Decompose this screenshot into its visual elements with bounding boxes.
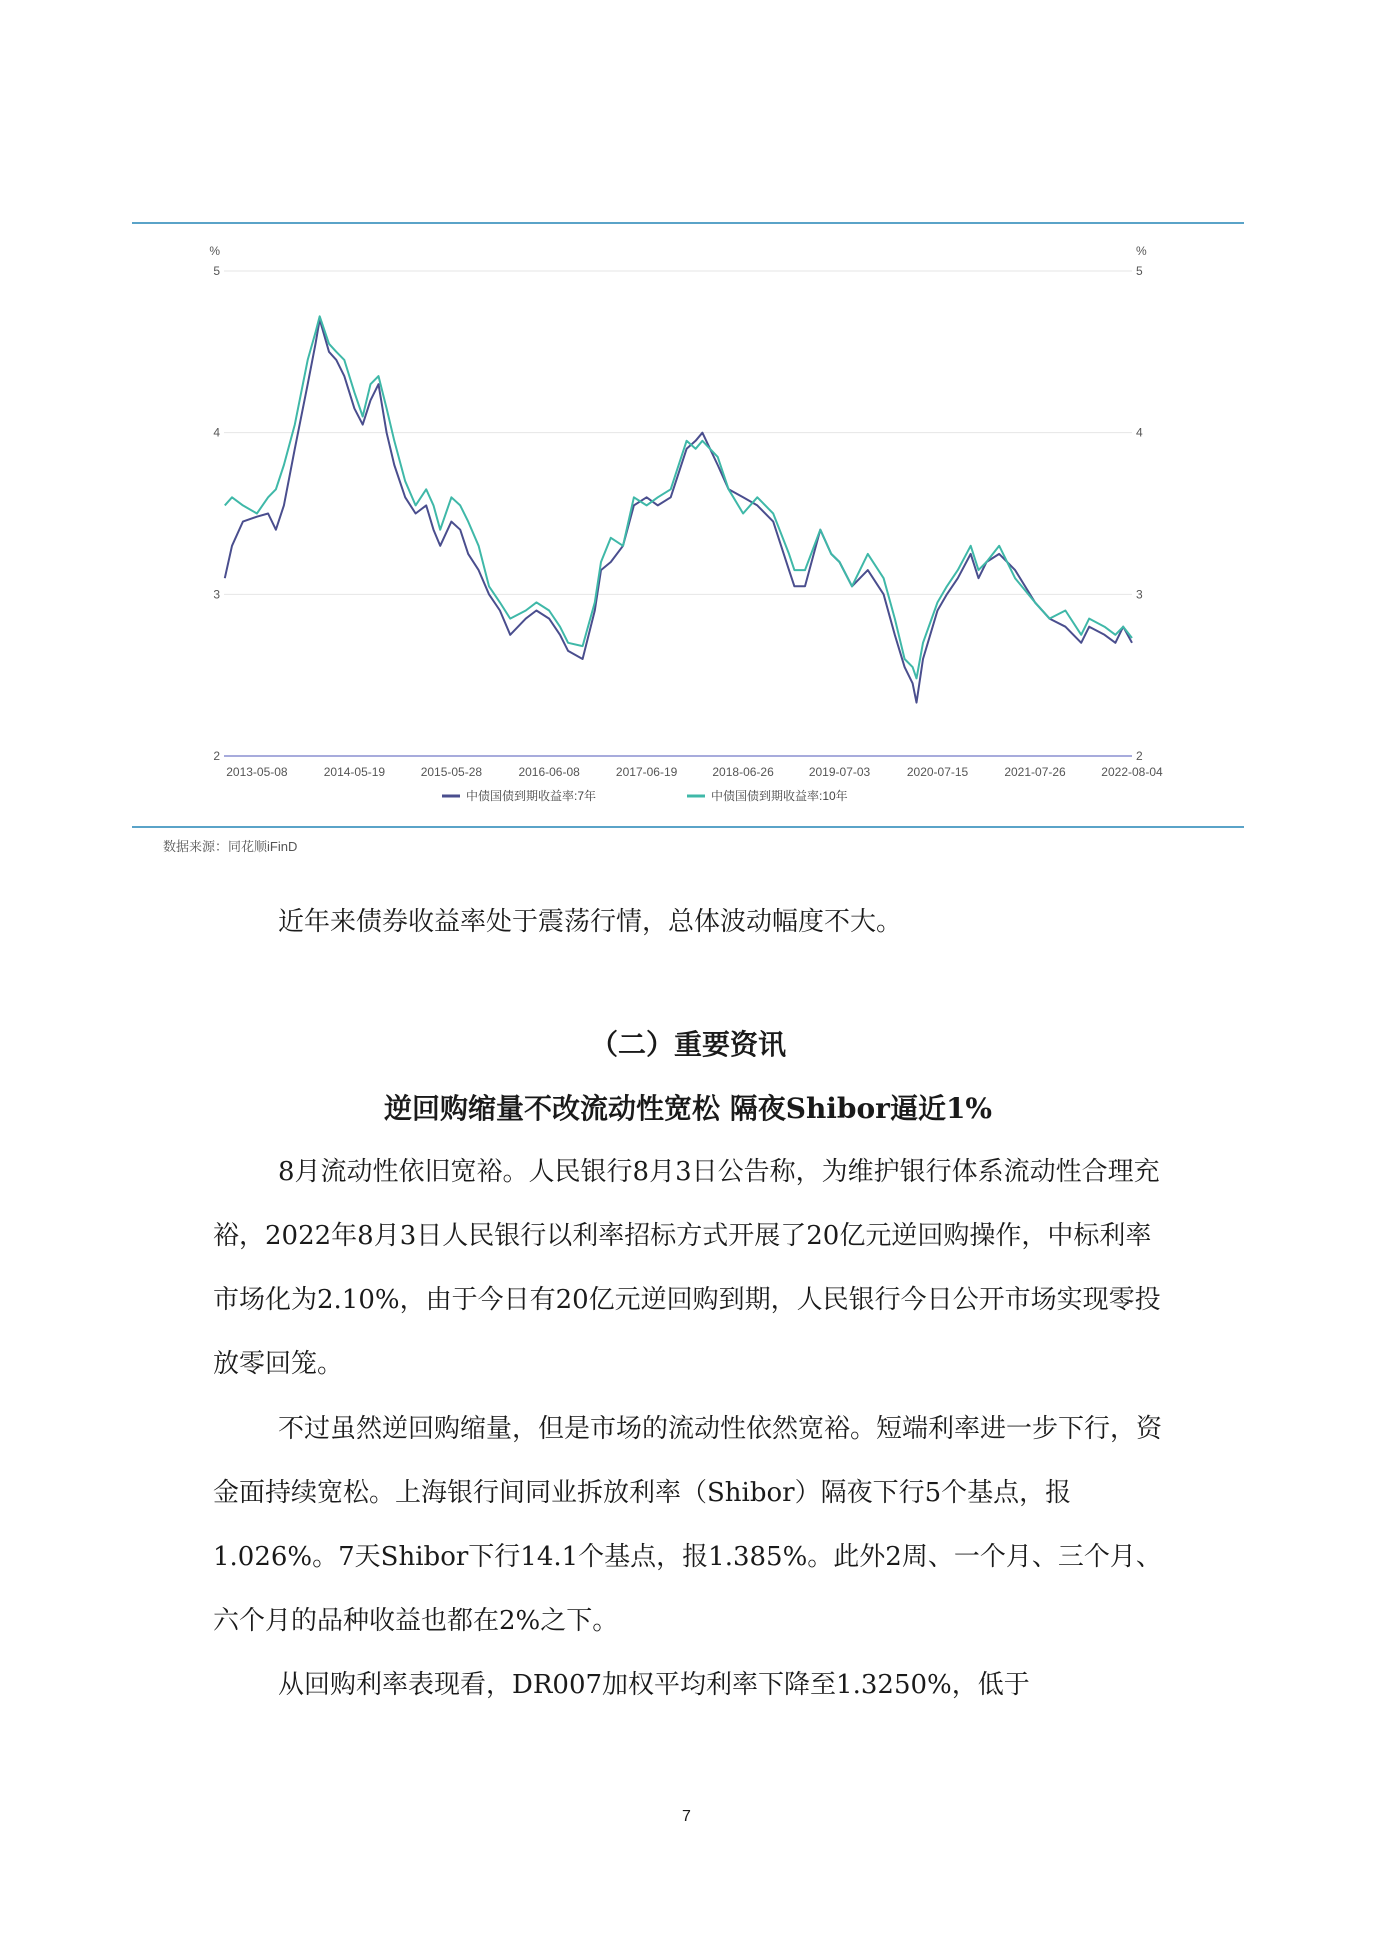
x-tick-label: 2013-05-08 — [226, 765, 288, 779]
x-tick-label: 2021-07-26 — [1004, 765, 1066, 779]
legend-label: 中债国债到期收益率:10年 — [711, 789, 848, 803]
y-tick-label-right: 5 — [1136, 264, 1143, 278]
paragraph-liquidity: 8月流动性依旧宽裕。人民银行8月3日公告称，为维护银行体系流动性合理充裕，2022年8月3日人民银行以利率招标方式开展了20亿元逆回购操作，中标利率市场化为2.10%，由于今日有20亿元逆回购到期，人民银行今日公开市场实现零投放零回笼。 — [213, 1157, 1161, 1379]
section-heading: （二）重要资讯 — [589, 1028, 786, 1061]
y-tick-label-right: 4 — [1136, 425, 1143, 440]
x-tick-label: 2017-06-19 — [615, 765, 678, 779]
series-line — [225, 316, 1132, 678]
x-tick-label: 2020-07-15 — [906, 765, 969, 779]
page-number: 7 — [682, 1808, 691, 1825]
paragraph-repo: 从回购利率表现看，DR007加权平均利率下降至1.3250%，低于 — [278, 1670, 1030, 1700]
x-tick-label: 2015-05-28 — [420, 765, 483, 779]
series-line — [225, 320, 1132, 703]
paragraph-shibor: 不过虽然逆回购缩量，但是市场的流动性依然宽裕。短端利率进一步下行，资金面持续宽松。上海银行间同业拆放利率（Shibor）隔夜下行5个基点，报1.026%。7天Shibor下行14.1个基点，报1.385%。此外2周、一个月、三个月、六个月的品种收益也都在2%之下。 — [213, 1414, 1163, 1636]
legend-label: 中债国债到期收益率:7年 — [466, 789, 597, 803]
y-unit-left: % — [209, 244, 220, 258]
x-tick-label: 2016-06-08 — [518, 765, 580, 779]
x-tick-label: 2022-08-04 — [1101, 765, 1163, 779]
y-tick-label-left: 4 — [213, 425, 220, 440]
y-unit-right: % — [1136, 244, 1147, 258]
chart-grid — [224, 271, 1132, 756]
chart-bottom-rule — [132, 826, 1244, 828]
y-tick-label-left: 3 — [213, 587, 220, 602]
data-source-note: 数据来源：同花顺iFinD — [163, 839, 298, 854]
y-tick-label-left: 2 — [213, 749, 220, 763]
x-tick-label: 2019-07-03 — [808, 765, 871, 779]
chart-axes — [209, 244, 1163, 779]
x-tick-label: 2018-06-26 — [712, 765, 774, 779]
x-tick-label: 2014-05-19 — [323, 765, 386, 779]
chart-top-rule — [132, 222, 1244, 224]
yield-chart — [132, 226, 1244, 826]
chart-series — [225, 316, 1132, 702]
chart-legend — [442, 788, 848, 803]
paragraph-market-summary: 近年来债券收益率处于震荡行情，总体波动幅度不大。 — [278, 907, 903, 937]
y-tick-label-right: 3 — [1136, 587, 1143, 602]
y-tick-label-right: 2 — [1136, 749, 1143, 763]
article-title: 逆回购缩量不改流动性宽松 隔夜Shibor逼近1% — [383, 1092, 993, 1125]
y-tick-label-left: 5 — [213, 264, 220, 278]
